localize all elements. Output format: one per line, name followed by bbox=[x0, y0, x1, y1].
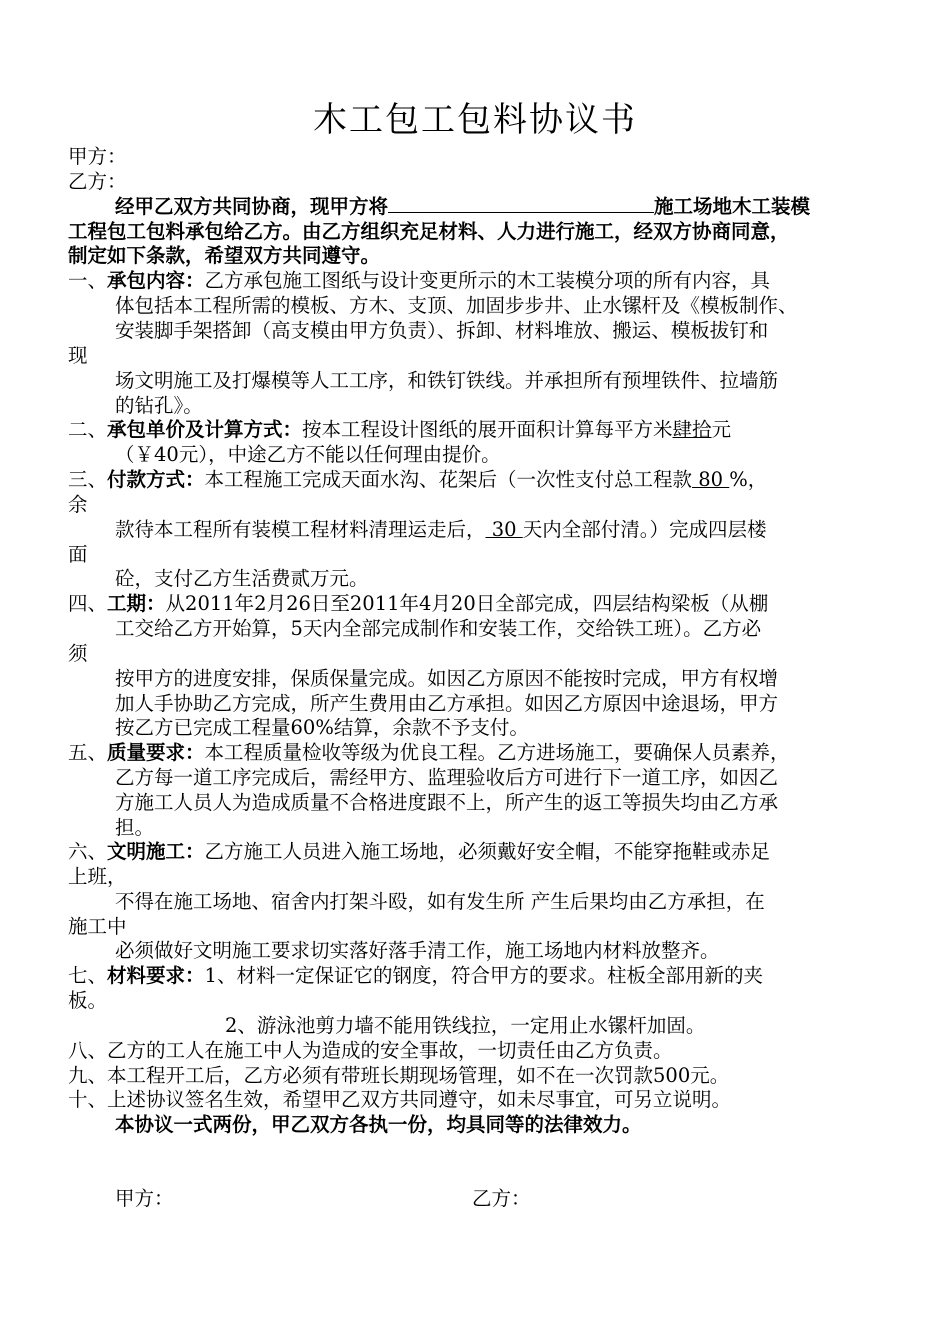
section-3-text-c: 款待本工程所有装模工程材料清理运走后， bbox=[115, 518, 486, 541]
signature-party-b: 乙方： bbox=[472, 1187, 531, 1210]
section-1-heading: 承包内容： bbox=[107, 269, 205, 292]
section-9: 九、本工程开工后，乙方必须有带班长期现场管理，如不在一次罚款500元。 bbox=[68, 1064, 730, 1087]
intro-text-a: 经甲乙双方共同协商，现甲方将 bbox=[115, 195, 389, 218]
section-5-line-2: 乙方每一道工序完成后，需经甲方、监理验收后方可进行下一道工序，如因乙 bbox=[115, 766, 779, 789]
party-a-label: 甲方： bbox=[68, 145, 127, 168]
section-5-heading: 质量要求： bbox=[107, 741, 205, 764]
section-7-line-1-wrap: 板。 bbox=[68, 989, 108, 1012]
section-3-line-2 bbox=[115, 517, 767, 543]
section-4-text-1: 从2011年2月26日至2011年4月20日全部完成，四层结构梁板（从棚 bbox=[165, 592, 769, 615]
section-1-line-3-wrap: 现 bbox=[68, 344, 88, 367]
section-7-heading: 材料要求： bbox=[107, 964, 205, 987]
section-5-number: 五、 bbox=[68, 741, 108, 764]
section-7-number: 七、 bbox=[68, 964, 108, 987]
section-2-line-1 bbox=[68, 417, 731, 443]
payment-percent: 80 bbox=[692, 468, 730, 491]
section-4-number: 四、 bbox=[68, 592, 108, 615]
section-6-line-3: 必须做好文明施工要求切实落好落手清工作，施工场地内材料放整齐。 bbox=[115, 939, 720, 962]
section-7-line-2: 2、游泳池剪力墙不能用铁线拉，一定用止水镙杆加固。 bbox=[225, 1014, 706, 1037]
section-6-line-2-wrap: 施工中 bbox=[68, 915, 127, 938]
party-b-label: 乙方： bbox=[68, 170, 127, 193]
section-2-line-2: （￥40元），中途乙方不能以任何理由提价。 bbox=[115, 443, 501, 466]
section-1-text-1: 乙方承包施工图纸与设计变更所示的木工装模分项的所有内容，具 bbox=[204, 269, 771, 292]
payment-days: 30 bbox=[485, 518, 523, 541]
section-3-text-d: 天内全部付清。）完成四层楼 bbox=[522, 518, 767, 541]
section-3-text-a: 本工程施工完成天面水沟、花架后（一次性支付总工程款 bbox=[204, 468, 693, 491]
section-5-line-4: 担。 bbox=[115, 816, 155, 839]
section-3-number: 三、 bbox=[68, 468, 108, 491]
section-6-line-1-wrap: 上班， bbox=[68, 865, 127, 888]
section-4-line-1 bbox=[68, 591, 768, 617]
section-8: 八、乙方的工人在施工中人为造成的安全事故，一切责任由乙方负责。 bbox=[68, 1039, 673, 1062]
section-7-line-1 bbox=[68, 963, 763, 989]
section-6-heading: 文明施工： bbox=[107, 840, 205, 863]
site-name-blank bbox=[388, 194, 654, 213]
section-3-line-3: 砼，支付乙方生活费贰万元。 bbox=[115, 567, 369, 590]
intro-line-2: 工程包工包料承包给乙方。由乙方组织充足材料、人力进行施工，经双方协商同意， bbox=[68, 220, 790, 243]
section-6-line-2: 不得在施工场地、宿舍内打架斗殴，如有发生所 产生后果均由乙方承担，在 bbox=[115, 890, 765, 913]
intro-text-b: 施工场地木工装模 bbox=[654, 195, 811, 218]
section-5-text-1: 本工程质量检收等级为优良工程。乙方进场施工，要确保人员素养， bbox=[204, 741, 790, 764]
section-7-text-1: 1、材料一定保证它的钢度，符合甲方的要求。柱板全部用新的夹 bbox=[204, 964, 763, 987]
section-1-number: 一、 bbox=[68, 269, 108, 292]
section-4-line-5: 按乙方已完成工程量60%结算，余款不予支付。 bbox=[115, 716, 529, 739]
intro-line-1 bbox=[115, 194, 810, 220]
closing-statement: 本协议一式两份，甲乙双方各执一份，均具同等的法律效力。 bbox=[115, 1113, 642, 1136]
section-1-line-5: 的钻孔》。 bbox=[115, 394, 203, 417]
document-title: 木工包工包料协议书 bbox=[313, 100, 637, 140]
unit-price-words: 肆拾 bbox=[672, 418, 712, 441]
section-3-line-1 bbox=[68, 467, 767, 493]
section-4-line-2-wrap: 须 bbox=[68, 642, 88, 665]
section-5-line-1 bbox=[68, 740, 790, 766]
signature-party-a: 甲方： bbox=[115, 1187, 174, 1210]
section-4-heading: 工期： bbox=[107, 592, 166, 615]
intro-line-3: 制定如下条款，希望双方共同遵守。 bbox=[68, 244, 381, 267]
section-1-line-3: 安装脚手架搭卸（高支模由甲方负责）、拆卸、材料堆放、搬运、模板拔钉和 bbox=[115, 319, 769, 342]
section-2-number: 二、 bbox=[68, 418, 108, 441]
section-3-text-b: %， bbox=[729, 468, 768, 491]
section-2-text-b: 元 bbox=[711, 418, 732, 441]
section-4-line-2: 工交给乙方开始算，5天内全部完成制作和安装工作，交给铁工班）。乙方必 bbox=[115, 617, 762, 640]
section-10: 十、上述协议签名生效，希望甲乙双方共同遵守，如未尽事宜，可另立说明。 bbox=[68, 1088, 732, 1111]
section-1-line-1 bbox=[68, 268, 770, 294]
section-2-heading: 承包单价及计算方式： bbox=[107, 418, 303, 441]
section-2-text-a: 按本工程设计图纸的展开面积计算每平方米 bbox=[302, 418, 673, 441]
section-1-line-2: 体包括本工程所需的模板、方木、支顶、加固步步井、止水镙杆及《模板制作、 bbox=[115, 294, 798, 317]
section-5-line-3: 方施工人员人为造成质量不合格进度跟不上，所产生的返工等损失均由乙方承 bbox=[115, 791, 779, 814]
section-4-line-4: 加人手协助乙方完成，所产生费用由乙方承担。如因乙方原因中途退场，甲方 bbox=[115, 692, 779, 715]
section-6-number: 六、 bbox=[68, 840, 108, 863]
section-1-line-4: 场文明施工及打爆模等人工工序，和铁钉铁线。并承担所有预埋铁件、拉墙筋 bbox=[115, 369, 779, 392]
section-3-heading: 付款方式： bbox=[107, 468, 205, 491]
section-4-line-3: 按甲方的进度安排，保质保量完成。如因乙方原因不能按时完成，甲方有权增 bbox=[115, 667, 779, 690]
section-6-line-1 bbox=[68, 839, 770, 865]
section-6-text-1: 乙方施工人员进入施工场地，必须戴好安全帽，不能穿拖鞋或赤足 bbox=[204, 840, 771, 863]
section-3-line-1-wrap: 余 bbox=[68, 493, 88, 516]
section-3-line-2-wrap: 面 bbox=[68, 543, 88, 566]
